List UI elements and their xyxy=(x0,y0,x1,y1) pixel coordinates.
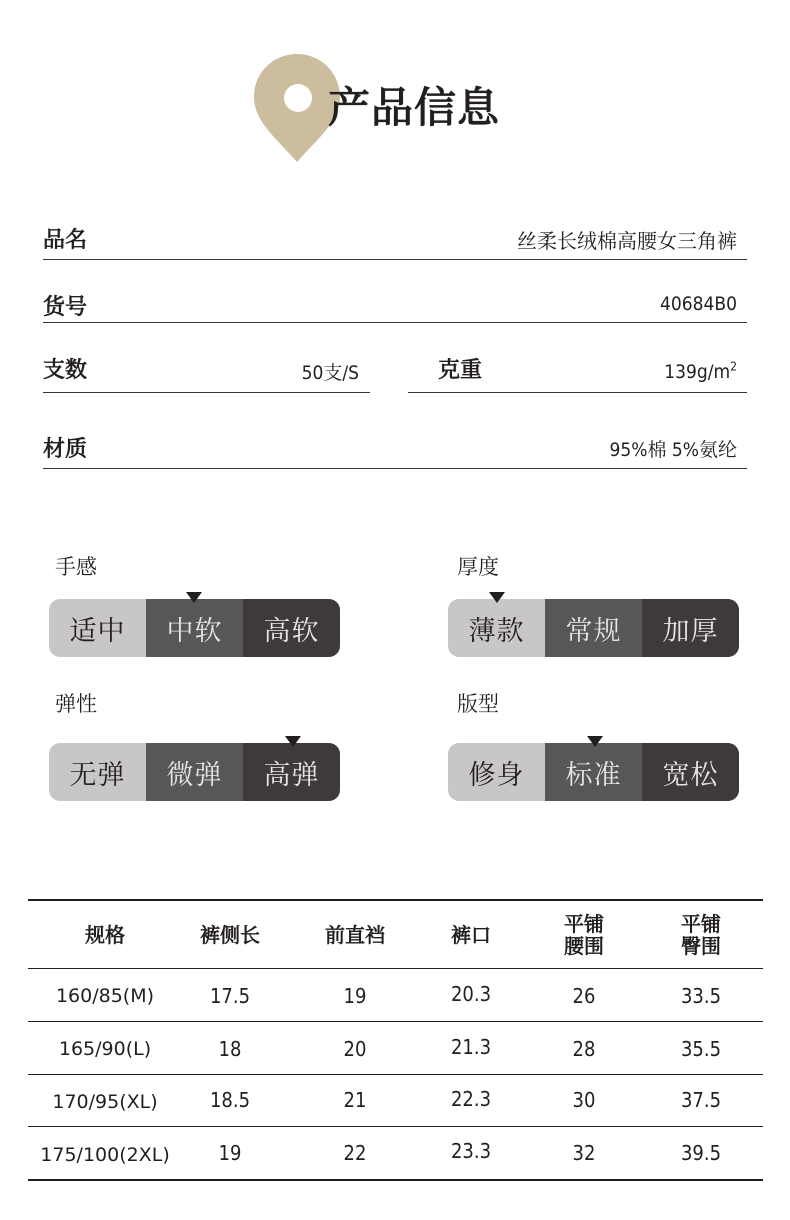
table-header-cell: 平铺 臀围 xyxy=(681,912,721,958)
table-cell: 160/85(M) xyxy=(55,984,155,1007)
table-header-cell: 裤侧长 xyxy=(200,923,260,947)
elasticity-option[interactable]: 无弹 xyxy=(49,743,146,801)
divider xyxy=(408,392,747,393)
table-cell: 30 xyxy=(572,1087,596,1112)
divider xyxy=(43,259,747,260)
table-cell: 17.5 xyxy=(209,983,251,1008)
elasticity-label: 弹性 xyxy=(55,692,97,716)
thickness-option[interactable]: 加厚 xyxy=(642,599,739,657)
fit-label: 版型 xyxy=(457,692,499,716)
name-value: 丝柔长绒棉高腰女三角裤 xyxy=(517,229,737,253)
weight-label: 克重 xyxy=(438,358,483,383)
table-cell: 26 xyxy=(572,983,596,1008)
table-cell: 23.3 xyxy=(450,1138,492,1163)
divider xyxy=(43,392,370,393)
table-cell: 33.5 xyxy=(680,983,722,1008)
thickness-selector xyxy=(448,599,739,657)
table-cell: 28 xyxy=(572,1036,596,1061)
table-cell: 22.3 xyxy=(450,1086,492,1111)
triangle-down-icon xyxy=(587,736,603,747)
divider xyxy=(43,468,747,469)
elasticity-option[interactable]: 高弹 xyxy=(243,743,340,801)
table-cell: 20.3 xyxy=(450,981,492,1006)
table-cell: 175/100(2XL) xyxy=(40,1143,170,1166)
table-cell: 19 xyxy=(343,983,367,1008)
table-header-cell: 平铺 腰围 xyxy=(564,912,604,958)
table-cell: 32 xyxy=(572,1140,596,1165)
feel-selector xyxy=(49,599,340,657)
table-header-cell: 规格 xyxy=(85,923,125,947)
feel-option[interactable]: 适中 xyxy=(49,599,146,657)
feel-label: 手感 xyxy=(55,555,97,579)
triangle-down-icon xyxy=(489,592,505,603)
divider xyxy=(43,322,747,323)
table-cell: 39.5 xyxy=(680,1140,722,1165)
feel-option[interactable]: 高软 xyxy=(243,599,340,657)
table-rule xyxy=(28,1021,763,1022)
table-cell: 35.5 xyxy=(680,1036,722,1061)
fit-selector xyxy=(448,743,739,801)
table-cell: 170/95(XL) xyxy=(52,1090,158,1113)
feel-option[interactable]: 中软 xyxy=(146,599,243,657)
thickness-option[interactable]: 薄款 xyxy=(448,599,545,657)
table-cell: 19 xyxy=(218,1140,242,1165)
table-cell: 165/90(L) xyxy=(58,1037,152,1060)
count-value: 50支/S xyxy=(301,362,359,384)
fit-option[interactable]: 修身 xyxy=(448,743,545,801)
material-value: 95%棉 5%氨纶 xyxy=(609,439,737,461)
table-cell: 37.5 xyxy=(680,1087,722,1112)
table-cell: 22 xyxy=(343,1140,367,1165)
triangle-down-icon xyxy=(285,736,301,747)
name-label: 品名 xyxy=(43,228,88,253)
table-header-cell: 前直裆 xyxy=(325,923,385,947)
table-cell: 18.5 xyxy=(209,1087,251,1112)
thickness-option[interactable]: 常规 xyxy=(545,599,642,657)
table-header-cell: 裤口 xyxy=(451,923,491,947)
table-rule xyxy=(28,968,763,969)
page-title: 产品信息 xyxy=(328,83,501,132)
table-top-rule xyxy=(28,899,763,901)
elasticity-selector xyxy=(49,743,340,801)
fit-option[interactable]: 宽松 xyxy=(642,743,739,801)
weight-value: $139g/m^2$ xyxy=(664,359,737,383)
count-label: 支数 xyxy=(43,358,88,383)
thickness-label: 厚度 xyxy=(457,555,499,579)
fit-option[interactable]: 标准 xyxy=(545,743,642,801)
table-cell: 18 xyxy=(218,1036,242,1061)
table-cell: 21.3 xyxy=(450,1034,492,1059)
material-label: 材质 xyxy=(43,437,88,462)
code-label: 货号 xyxy=(43,295,88,320)
table-cell: 20 xyxy=(343,1036,367,1061)
triangle-down-icon xyxy=(186,592,202,603)
table-cell: 21 xyxy=(343,1087,367,1112)
code-value: 40684B0 xyxy=(660,293,737,315)
elasticity-option[interactable]: 微弹 xyxy=(146,743,243,801)
